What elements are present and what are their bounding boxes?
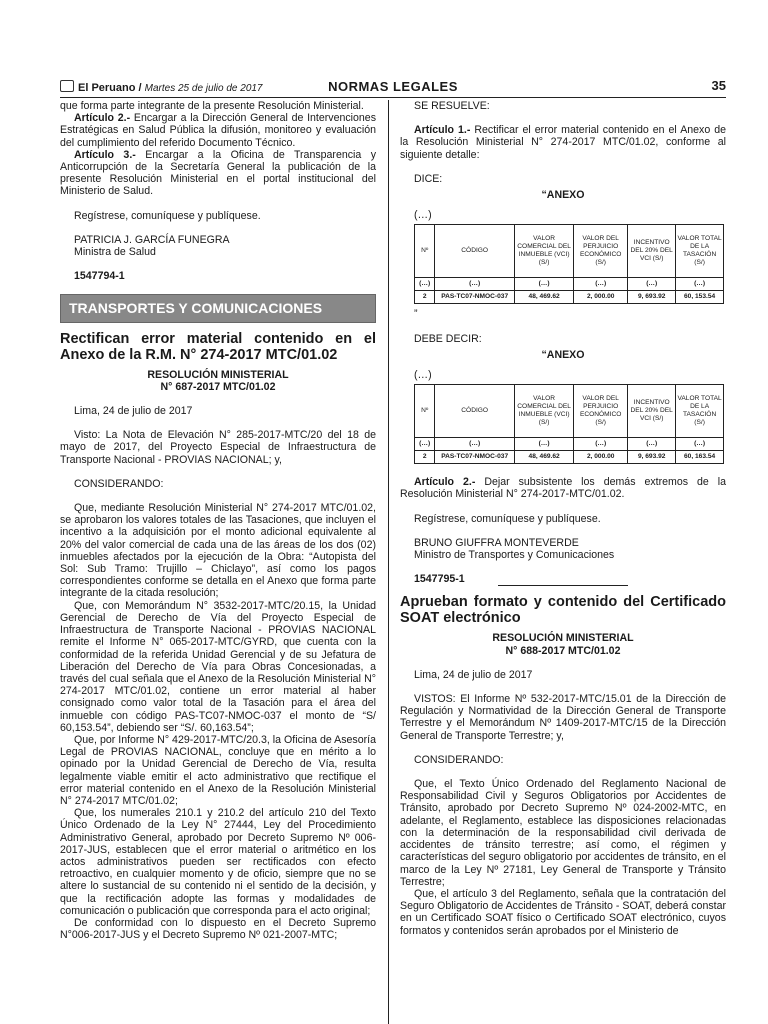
table-header-row [415,225,724,278]
left-column [60,100,376,941]
column-divider [388,100,389,1024]
table-cell: (…) [435,278,515,291]
column-header: VALOR DEL PERJUICIO ECONÓMICO (S/) [574,225,628,278]
closing-formula: Regístrese, comuníquese y publíquese. [414,512,601,525]
ellipsis: (…) [414,369,432,382]
publication-code: 1547795-1 [414,573,465,586]
column-header: VALOR TOTAL DE LA TASACIÓN (S/) [676,385,724,438]
article-label: Artículo 1.- [414,124,471,137]
paragraph: Que, el Texto Único Ordenado del Reglamento Nacional de Responsabilidad Civil y Seguros Obligatorios por Accidentes de Tránsito, aprobado por Decreto Supremo Nº 024-2002-MTC, en adelante, el Reglamento, establece las disposiciones relacionadas con la determinación de la responsabilidad civil derivada de accidentes de tránsito terrestre; así como, el régimen y características del seguro obligatorio por accidentes de tránsito, en el marco de la Ley Nº 27181, Ley General de Transporte y Tránsito Terrestre; [400,778,726,888]
considerando-heading: CONSIDERANDO: [414,753,504,766]
column-header: VALOR COMERCIAL DEL INMUEBLE (VCI) (S/) [515,385,574,438]
article-label: Artículo 3.- [74,148,136,161]
table-cell: 60, 163.54 [676,451,724,464]
resolution-heading: RESOLUCIÓN MINISTERIAL [147,368,289,381]
table-cell: (…) [515,278,574,291]
paragraph: Que, los numerales 210.1 y 210.2 del artículo 210 del Texto Único Ordenado de la Ley N° 27444, Ley del Procedimiento Administrativo General, aprobado por Decreto Supremo Nº 006-2017-JUS, establecen que el error material o aritmético en los actos administrativos pueden ser rectificados con efecto retroactivo, en cualquier momento y de oficio, siempre que no se altere lo sustancial de su contenido ni el sentido de la decisión, y que la rectificación adopte las formas y modalidades de comunicación o publicación que corresponda para el acto original; [60,807,376,917]
debe-decir-label: DEBE DECIR: [414,332,482,345]
article-text: Encargar a la Dirección General de Intervenciones Estratégicas en Salud Pública la difusión, monitoreo y evaluación del cumplimiento del referido Documento Técnico. [60,112,376,149]
column-header: VALOR TOTAL DE LA TASACIÓN (S/) [676,225,724,278]
section-name: NORMAS LEGALES [328,79,458,94]
table-cell: 9, 693.92 [628,291,676,304]
table-cell: (…) [515,438,574,451]
table-cell: (…) [415,278,435,291]
table-row [415,291,724,304]
article-text: Rectificar el error material contenido en el Anexo de la Resolución Ministerial N° 274-2017 MTC/01.02, conforme al siguiente detalle: [400,124,727,161]
page-number: 35 [711,78,726,93]
anexo-heading: “ANEXO [541,348,585,361]
resolution-number: N° 687-2017 MTC/01.02 [160,380,276,393]
table-row [415,438,724,451]
closing-formula: Regístrese, comuníquese y publíquese. [74,209,261,222]
right-column [400,100,726,937]
publication-name: El Peruano [78,82,136,94]
se-resuelve: SE RESUELVE: [414,100,490,112]
paragraph: Que, el artículo 3 del Reglamento, señala que la contratación del Seguro Obligatorio de Accidentes de Tránsito - SOAT, deberá constar en un Certificado SOAT físico o Certificado SOAT electrónico, cuyos formatos y contenidos serán aprobados por el Ministerio de [400,887,726,937]
column-header: VALOR COMERCIAL DEL INMUEBLE (VCI) (S/) [515,225,574,278]
paragraph: Que, mediante Resolución Ministerial N° 274-2017 MTC/01.02, se aprobaron los valores totales de las Tasaciones, que incluyen el incentivo a la adquisición por el monto adicional equivalente al 20% del valor comercial de cada una de las áreas de los dos (02) inmuebles afectados por la ejecución de la Obra: “Autopista del Sol: Sub Tramo: Trujillo – Chiclayo”, así como los pagos correspondientes conforme se detalla en el Anexo que forma parte integrante de la citada resolución; [60,502,376,600]
table-cell: 2 [415,451,435,464]
publication-code: 1547794-1 [74,270,125,283]
resolution-heading: RESOLUCIÓN MINISTERIAL [492,632,634,645]
header-date: Martes 25 de julio de 2017 [144,83,263,94]
place-date: Lima, 24 de julio de 2017 [414,668,533,681]
table-row [415,278,724,291]
section-banner: TRANSPORTES Y COMUNICACIONES [60,294,376,322]
article-paragraph [400,476,726,500]
header-rule [60,97,726,98]
table-row [415,451,724,464]
table-header-row [415,385,724,438]
table-cell: 48, 469.62 [515,291,574,304]
signer-name: PATRICIA J. GARCÍA FUNEGRA [74,233,230,246]
column-header: Nº [415,225,435,278]
vistos-paragraph: VISTOS: El Informe Nº 532-2017-MTC/15.01 de la Dirección de Regulación y Normatividad de la Dirección General de Transporte Terrestre y el Memorándum Nº 1409-2017-MTC/15 de la Dirección General de Transporte Terrestre; y, [400,693,726,742]
table-cell: PAS-TC07-NMOC-037 [435,451,515,464]
anexo-heading: “ANEXO [541,189,585,202]
table-cell: 60, 153.54 [676,291,724,304]
column-header: VALOR DEL PERJUICIO ECONÓMICO (S/) [574,385,628,438]
paragraph: Que, por Informe N° 429-2017-MTC/20.3, la Oficina de Asesoría Legal de PROVIAS NACIONAL, concluye que en mérito a lo opinado por la Unidad Gerencial de Derecho de Vía, resulta legalmente viable emitir el acto administrativo que rectifique el error material contenido en el Anexo de la Resolución Ministerial N° 274-2017 MTC/01.02; [60,733,376,807]
column-header: CÓDIGO [435,225,515,278]
ellipsis: (…) [414,209,432,222]
column-header: INCENTIVO DEL 20% DEL VCI (S/) [628,385,676,438]
article-paragraph [400,124,726,161]
publication-logo: El Peruano / Martes 25 de julio de 2017 [60,80,263,94]
article-title: Aprueban formato y contenido del Certificado SOAT electrónico [400,594,726,627]
table-cell: 2, 000.00 [574,291,628,304]
article-paragraph [60,112,376,149]
paragraph: De conformidad con lo dispuesto en el Decreto Supremo N°006-2017-JUS y el Decreto Supremo Nº 021-2007-MTC; [60,916,376,942]
resolution-number: N° 688-2017 MTC/01.02 [505,644,621,657]
column-header: Nº [415,385,435,438]
visto-paragraph: Visto: La Nota de Elevación N° 285-2017-MTC/20 del 18 de mayo de 2017, del Proyecto Especial de Infraestructura de Transporte Nacional - PROVIAS NACIONAL; y, [60,429,376,466]
place-date: Lima, 24 de julio de 2017 [74,405,193,418]
annex-table-debe-decir [414,384,724,464]
signer-name: BRUNO GIUFFRA MONTEVERDE [414,536,579,549]
article-text: Dejar subsistente los demás extremos de la Resolución Ministerial N° 274-2017-MTC/01.02. [400,476,726,501]
table-cell: 9, 693.92 [628,451,676,464]
dice-label: DICE: [414,172,443,185]
signer-title: Ministra de Salud [74,246,156,259]
signer-title: Ministro de Transportes y Comunicaciones [414,549,615,562]
considerando-heading: CONSIDERANDO: [74,477,164,490]
article-title: Rectifican error material contenido en el Anexo de la R.M. N° 274-2017 MTC/01.02 [60,330,376,363]
table-cell: (…) [574,278,628,291]
table-cell: (…) [628,438,676,451]
article-label: Artículo 2.- [414,476,476,489]
paragraph: que forma parte integrante de la presente Resolución Ministerial. [60,100,364,112]
table-cell: 2 [415,291,435,304]
table-cell: (…) [628,278,676,291]
table-cell: 2, 000.00 [574,451,628,464]
table-cell: PAS-TC07-NMOC-037 [435,291,515,304]
table-cell: 48, 469.62 [515,451,574,464]
table-cell: (…) [676,278,724,291]
page-header [60,78,726,98]
paragraph: Que, con Memorándum N° 3532-2017-MTC/20.15, la Unidad Gerencial de Derecho de Vía del Proyecto Especial de Infraestructura de Transporte Nacional - PROVIAS NACIONAL remite el Informe N° 065-2017-MTC/GYRD, que cuenta con la conformidad de la referida Unidad Gerencial y de su Jefatura de Liberación del Derecho de Vía para Obras Concesionadas, a través del cual señala que el Anexo de la Resolución Ministerial N° 274-2017 MTC/01.02, contiene un error material al haber consignado como valor total de la Tasación para el área del inmueble con código PAS-TC07-NMOC-037 el monto de “S/ 60,153.54”, debiendo ser “S/. 60,163.54”; [60,599,376,734]
article-label: Artículo 2.- [74,112,131,125]
closing-quote: ” [414,308,418,321]
table-cell: (…) [415,438,435,451]
column-header: INCENTIVO DEL 20% DEL VCI (S/) [628,225,676,278]
table-cell: (…) [435,438,515,451]
table-cell: (…) [574,438,628,451]
column-header: CÓDIGO [435,385,515,438]
article-text: Encargar a la Oficina de Transparencia y Anticorrupción de la Secretaría General la publicación de la presente Resolución Ministerial en el portal institucional del Ministerio de Salud. [60,148,376,198]
annex-table-dice [414,224,724,304]
table-cell: (…) [676,438,724,451]
article-paragraph [60,149,376,198]
